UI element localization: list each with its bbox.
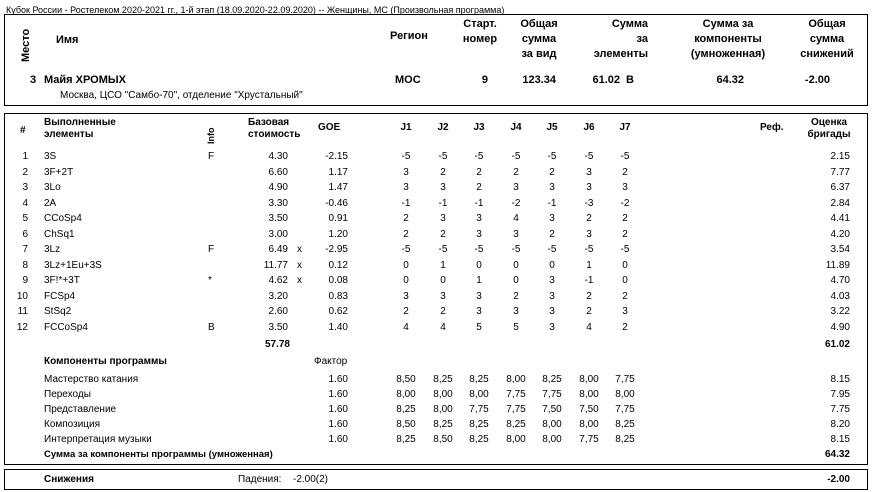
element-panel-score: 4.41	[830, 213, 850, 224]
element-base: 11.77	[263, 260, 288, 271]
judge-score: 3	[476, 213, 482, 224]
judge-score: 3	[476, 306, 482, 317]
element-num: 4	[22, 198, 28, 209]
element-info: F	[208, 151, 215, 162]
judge-score: -5	[438, 244, 448, 255]
judge-score: 5	[513, 322, 519, 333]
judge-score: 3	[403, 182, 409, 193]
component-judge-score: 8,00	[506, 434, 526, 445]
judge-score: 0	[403, 260, 409, 271]
component-factor: 1.60	[328, 434, 348, 445]
element-info: F	[208, 244, 215, 255]
judge-score: 2	[549, 167, 555, 178]
skater-deductions: -2.00	[804, 74, 830, 86]
element-info: B	[208, 322, 215, 333]
element-code: 3Lz	[44, 244, 61, 255]
element-base: 3.50	[268, 213, 288, 224]
component-factor: 1.60	[328, 389, 348, 400]
judge-score: 2	[403, 229, 409, 240]
element-code: 3Lz+1Eu+3S	[44, 260, 102, 271]
element-base: 3.30	[268, 198, 288, 209]
header-name: Имя	[56, 34, 79, 46]
component-judge-score: 8,00	[615, 389, 635, 400]
component-judge-score: 7,75	[506, 389, 526, 400]
element-goe: 0.12	[328, 260, 348, 271]
judge-score: 2	[622, 291, 628, 302]
judge-score: 1	[586, 260, 592, 271]
component-name: Переходы	[44, 389, 91, 400]
judge-score: 0	[513, 275, 519, 286]
judge-score: 3	[440, 291, 446, 302]
component-name: Представление	[44, 404, 117, 415]
component-judge-score: 8,25	[433, 419, 453, 430]
component-judge-score: 7,50	[579, 404, 599, 415]
judge-score: 0	[476, 260, 482, 271]
component-score: 8.15	[830, 434, 850, 445]
element-num: 6	[22, 229, 28, 240]
judge-score: 3	[549, 182, 555, 193]
judge-score: 2	[476, 182, 482, 193]
element-panel-score: 11.89	[825, 260, 850, 271]
component-judge-score: 8,50	[433, 434, 453, 445]
judge-score: 4	[586, 322, 592, 333]
judge-score: -5	[438, 151, 448, 162]
judge-score: 2	[476, 167, 482, 178]
component-judge-score: 8,25	[469, 434, 489, 445]
element-info: *	[208, 275, 212, 286]
component-score: 8.20	[830, 419, 850, 430]
element-goe: 0.83	[328, 291, 348, 302]
component-judge-score: 8,25	[396, 434, 416, 445]
element-goe: 0.91	[328, 213, 348, 224]
header-start-no: Старт. номер	[462, 18, 498, 45]
component-judge-score: 7,75	[542, 389, 562, 400]
skater-region: МОС	[395, 74, 421, 86]
judge-score: 3	[440, 213, 446, 224]
component-judge-score: 8,25	[542, 374, 562, 385]
judge-score: 3	[586, 229, 592, 240]
judge-score: 3	[476, 229, 482, 240]
judge-score: 4	[440, 322, 446, 333]
deductions-box	[4, 469, 868, 490]
falls-value: -2.00(2)	[293, 474, 329, 485]
component-judge-score: 8,25	[469, 374, 489, 385]
el-header-info: Info	[206, 127, 216, 144]
component-judge-score: 8,00	[579, 419, 599, 430]
judge-score: -5	[620, 151, 630, 162]
component-judge-score: 8,00	[542, 419, 562, 430]
judge-score: 0	[440, 275, 446, 286]
component-score: 8.15	[830, 374, 850, 385]
judge-score: 3	[549, 306, 555, 317]
el-header-goe: GOE	[318, 122, 341, 133]
competition-title: Кубок России - Ростелеком 2020-2021 гг., 1-й этап (18.09.2020-22.09.2020) -- Женщины, МС (Произвольная программа)	[6, 5, 505, 15]
deductions-total: -2.00	[827, 474, 850, 485]
element-x-mark: x	[297, 244, 302, 255]
element-panel-score: 3.22	[830, 306, 850, 317]
element-base: 2.60	[268, 306, 288, 317]
element-code: ChSq1	[44, 229, 75, 240]
judge-score: 0	[403, 275, 409, 286]
element-code: 3Lo	[44, 182, 61, 193]
skater-elements: 61.02	[592, 74, 620, 86]
element-code: StSq2	[44, 306, 72, 317]
judge-score: 3	[549, 291, 555, 302]
judge-score: 2	[622, 213, 628, 224]
judge-score: 3	[586, 167, 592, 178]
components-factor-header: Фактор	[314, 356, 348, 367]
judge-score: -5	[401, 151, 411, 162]
falls-label: Падения:	[238, 474, 282, 485]
components-header: Компоненты программы	[44, 356, 167, 367]
judge-score: 0	[513, 260, 519, 271]
judge-score: -5	[620, 244, 630, 255]
header-total: Общая сумма за вид	[520, 18, 558, 60]
component-score: 7.95	[830, 389, 850, 400]
element-x-mark: x	[297, 275, 302, 286]
judge-score: 2	[403, 306, 409, 317]
element-panel-score: 4.70	[830, 275, 850, 286]
element-panel-score: 2.15	[830, 151, 850, 162]
judge-score: 2	[622, 229, 628, 240]
element-base: 4.30	[268, 151, 288, 162]
element-goe: -0.46	[325, 198, 348, 209]
component-name: Композиция	[44, 419, 101, 430]
judge-label-5: J5	[546, 122, 558, 133]
component-judge-score: 8,25	[615, 434, 635, 445]
judge-score: -1	[474, 198, 484, 209]
element-base: 3.00	[268, 229, 288, 240]
judge-score: 3	[586, 182, 592, 193]
component-judge-score: 7,75	[469, 404, 489, 415]
judge-score: 2	[513, 167, 519, 178]
component-judge-score: 8,00	[506, 374, 526, 385]
elements-total-score: 61.02	[824, 339, 850, 350]
judge-label-6: J6	[583, 122, 595, 133]
judge-score: 3	[513, 229, 519, 240]
element-code: FCSp4	[44, 291, 76, 302]
judge-score: 1	[440, 260, 446, 271]
judge-score: -5	[547, 244, 557, 255]
element-goe: 1.47	[328, 182, 348, 193]
judge-score: 0	[622, 260, 628, 271]
element-base: 3.50	[268, 322, 288, 333]
element-code: 3S	[44, 151, 57, 162]
judge-score: -5	[401, 244, 411, 255]
component-judge-score: 8,00	[396, 389, 416, 400]
skater-components: 64.32	[716, 74, 744, 86]
element-base: 4.62	[268, 275, 288, 286]
judge-score: -3	[584, 198, 594, 209]
component-factor: 1.60	[328, 374, 348, 385]
judge-score: 2	[440, 306, 446, 317]
header-region: Регион	[390, 30, 428, 42]
judge-score: -5	[584, 151, 594, 162]
judge-score: 3	[476, 291, 482, 302]
component-judge-score: 8,00	[579, 374, 599, 385]
component-name: Мастерство катания	[44, 374, 139, 385]
element-panel-score: 4.20	[830, 229, 850, 240]
header-components-sum: Сумма за компоненты (умноженная)	[690, 18, 766, 60]
judge-score: -5	[474, 244, 484, 255]
skater-start-no: 9	[481, 74, 488, 86]
element-goe: 1.20	[328, 229, 348, 240]
component-judge-score: 7,75	[506, 404, 526, 415]
judge-score: 2	[513, 291, 519, 302]
element-panel-score: 4.90	[830, 322, 850, 333]
element-num: 12	[16, 322, 28, 333]
judge-score: -5	[584, 244, 594, 255]
judge-score: -1	[547, 198, 557, 209]
element-base: 6.60	[268, 167, 288, 178]
component-judge-score: 7,50	[542, 404, 562, 415]
skater-club: Москва, ЦСО "Самбо-70", отделение "Хрустальный"	[60, 90, 303, 101]
element-goe: 1.17	[328, 167, 348, 178]
judge-score: -5	[547, 151, 557, 162]
judge-score: 2	[440, 167, 446, 178]
element-panel-score: 3.54	[830, 244, 850, 255]
judge-score: -2	[511, 198, 521, 209]
element-code: 3F!*+3T	[44, 275, 80, 286]
component-judge-score: 8,00	[433, 389, 453, 400]
element-num: 7	[22, 244, 28, 255]
judge-score: 3	[622, 182, 628, 193]
component-judge-score: 7,75	[615, 374, 635, 385]
judge-label-4: J4	[510, 122, 522, 133]
element-code: CCoSp4	[44, 213, 82, 224]
element-base: 4.90	[268, 182, 288, 193]
component-factor: 1.60	[328, 419, 348, 430]
judge-label-3: J3	[473, 122, 485, 133]
header-deductions: Общая сумма снижений	[800, 18, 854, 60]
element-goe: 1.40	[328, 322, 348, 333]
judge-score: 3	[513, 182, 519, 193]
el-header-num: #	[20, 125, 26, 136]
components-total-label: Сумма за компоненты программы (умноженная)	[44, 449, 273, 460]
element-base: 3.20	[268, 291, 288, 302]
element-code: FCCoSp4	[44, 322, 88, 333]
element-goe: 0.62	[328, 306, 348, 317]
judge-label-7: J7	[619, 122, 631, 133]
element-panel-score: 7.77	[830, 167, 850, 178]
skater-total: 123.34	[522, 74, 556, 86]
judge-score: 2	[586, 306, 592, 317]
judge-score: 5	[476, 322, 482, 333]
element-base: 6.49	[268, 244, 288, 255]
judge-score: -1	[438, 198, 448, 209]
element-num: 2	[22, 167, 28, 178]
judge-score: 4	[403, 322, 409, 333]
component-judge-score: 8,00	[542, 434, 562, 445]
judge-score: 2	[622, 322, 628, 333]
element-panel-score: 6.37	[830, 182, 850, 193]
header-elements-sum: Сумма за элементы	[593, 18, 648, 60]
element-goe: -2.15	[325, 151, 348, 162]
judge-score: 3	[403, 167, 409, 178]
element-num: 9	[22, 275, 28, 286]
judge-score: 1	[476, 275, 482, 286]
judge-label-2: J2	[437, 122, 449, 133]
judge-score: -5	[511, 244, 521, 255]
judge-score: 3	[549, 213, 555, 224]
components-total: 64.32	[824, 449, 850, 460]
element-goe: -2.95	[325, 244, 348, 255]
judge-score: -1	[584, 275, 594, 286]
component-judge-score: 7,75	[615, 404, 635, 415]
component-judge-score: 8,25	[396, 404, 416, 415]
judge-score: 2	[622, 167, 628, 178]
element-num: 10	[16, 291, 28, 302]
judge-score: -5	[511, 151, 521, 162]
judge-score: 0	[549, 260, 555, 271]
el-header-ref: Реф.	[760, 122, 784, 133]
judge-score: 2	[549, 229, 555, 240]
skater-place: 3	[30, 74, 37, 86]
element-num: 3	[22, 182, 28, 193]
judge-score: 0	[622, 275, 628, 286]
judge-score: 3	[403, 291, 409, 302]
deductions-label: Снижения	[44, 474, 94, 485]
judge-label-1: J1	[400, 122, 412, 133]
component-score: 7.75	[830, 404, 850, 415]
judge-score: 2	[586, 291, 592, 302]
component-judge-score: 8,25	[506, 419, 526, 430]
component-judge-score: 8,00	[579, 389, 599, 400]
judge-score: 3	[440, 182, 446, 193]
element-panel-score: 4.03	[830, 291, 850, 302]
elements-total-base: 57.78	[264, 339, 290, 350]
component-judge-score: 8,25	[469, 419, 489, 430]
component-judge-score: 8,00	[469, 389, 489, 400]
component-judge-score: 8,25	[615, 419, 635, 430]
skater-name: Майя ХРОМЫХ	[44, 74, 127, 86]
judge-score: 4	[513, 213, 519, 224]
component-name: Интерпретация музыки	[44, 434, 152, 445]
judge-score: -1	[401, 198, 411, 209]
el-header-score: Оценка бригады	[807, 117, 851, 140]
component-factor: 1.60	[328, 404, 348, 415]
judge-score: 2	[440, 229, 446, 240]
judge-score: 2	[586, 213, 592, 224]
judge-score: 3	[622, 306, 628, 317]
judge-score: 2	[403, 213, 409, 224]
skater-elements-mark: B	[626, 74, 634, 86]
judge-score: -5	[474, 151, 484, 162]
element-num: 11	[17, 306, 28, 317]
element-num: 8	[22, 260, 28, 271]
element-num: 1	[22, 151, 28, 162]
element-x-mark: x	[297, 260, 302, 271]
element-num: 5	[22, 213, 28, 224]
component-judge-score: 8,00	[433, 404, 453, 415]
judge-score: 3	[513, 306, 519, 317]
component-judge-score: 8,50	[396, 374, 416, 385]
header-place: Место	[20, 28, 32, 62]
element-goe: 0.08	[328, 275, 348, 286]
component-judge-score: 7,75	[579, 434, 599, 445]
element-code: 3F+2T	[44, 167, 74, 178]
component-judge-score: 8,50	[396, 419, 416, 430]
component-judge-score: 8,25	[433, 374, 453, 385]
judge-score: 3	[549, 322, 555, 333]
element-code: 2A	[44, 198, 57, 209]
el-header-base: Базовая стоимость	[248, 117, 301, 140]
judge-score: 3	[549, 275, 555, 286]
element-panel-score: 2.84	[830, 198, 850, 209]
el-header-elements: Выполненные элементы	[44, 117, 116, 140]
judge-score: -2	[620, 198, 630, 209]
